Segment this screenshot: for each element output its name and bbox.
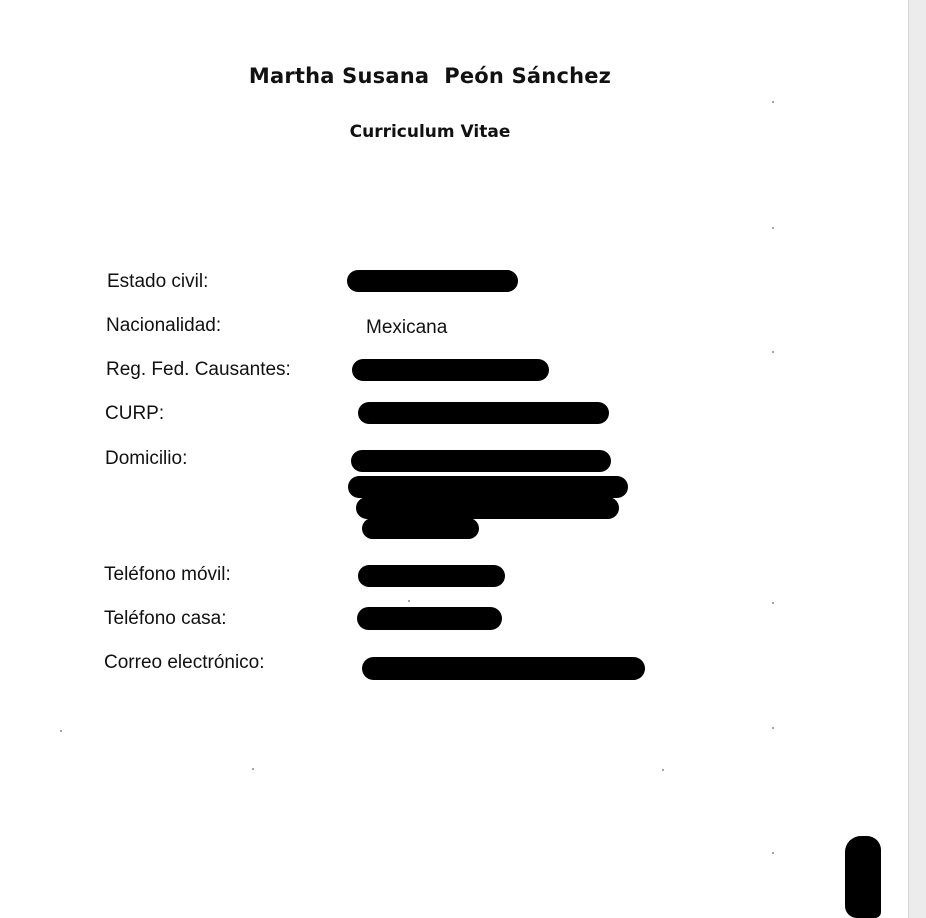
telefono-casa-redaction — [357, 607, 502, 630]
viewer-gutter — [908, 0, 926, 918]
scan-speck — [662, 769, 664, 771]
scan-speck — [772, 101, 774, 103]
rfc-redaction — [352, 359, 549, 381]
curp-label: CURP: — [105, 403, 165, 424]
cv-subtitle: Curriculum Vitae — [349, 122, 511, 142]
scan-speck — [772, 852, 774, 854]
correo-redaction — [362, 657, 645, 680]
correo-label: Correo electrónico: — [104, 652, 265, 673]
domicilio-label: Domicilio: — [105, 448, 188, 469]
estado-civil-label: Estado civil: — [107, 271, 209, 292]
scan-speck — [772, 602, 774, 604]
ink-blot — [845, 836, 881, 918]
domicilio-redaction-line-3 — [356, 497, 619, 519]
estado-civil-redaction — [347, 270, 518, 292]
nacionalidad-value: Mexicana — [366, 317, 448, 338]
telefono-movil-redaction — [358, 565, 505, 587]
domicilio-redaction-line-1 — [351, 450, 611, 472]
telefono-casa-label: Teléfono casa: — [104, 608, 227, 629]
scan-speck — [60, 730, 62, 732]
rfc-label: Reg. Fed. Causantes: — [106, 359, 291, 380]
curp-redaction — [358, 402, 609, 424]
domicilio-redaction-line-4 — [362, 518, 479, 539]
scan-speck — [772, 727, 774, 729]
nacionalidad-label: Nacionalidad: — [106, 315, 222, 336]
scan-speck — [252, 768, 254, 770]
scan-speck — [772, 227, 774, 229]
scan-speck — [408, 600, 410, 602]
scan-speck — [772, 351, 774, 353]
domicilio-redaction-line-2 — [348, 476, 628, 498]
cv-name-heading: Martha Susana Peón Sánchez — [248, 64, 612, 88]
telefono-movil-label: Teléfono móvil: — [104, 564, 231, 585]
